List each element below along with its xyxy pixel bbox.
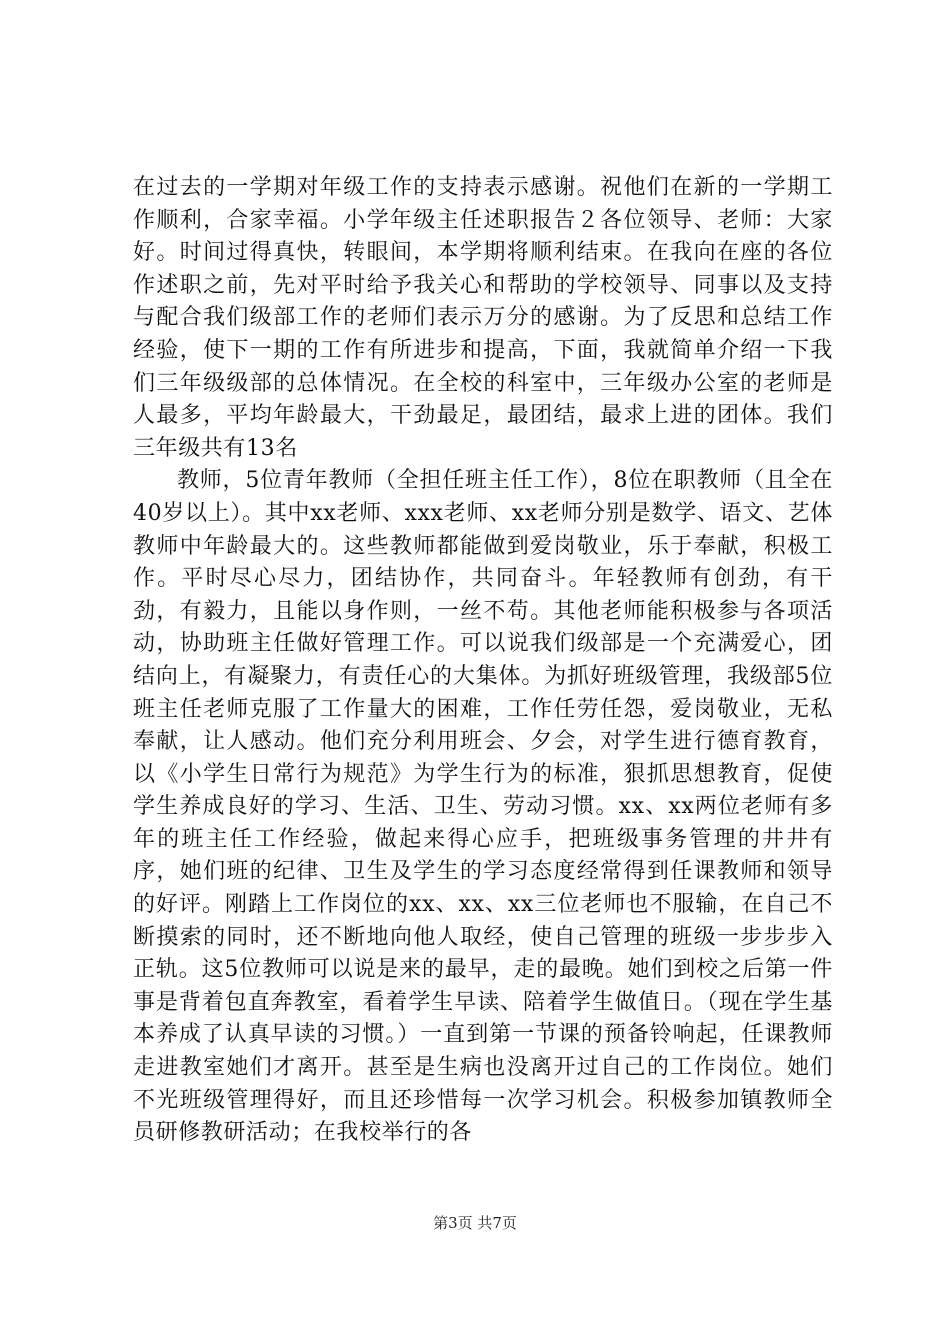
paragraph-1: 在过去的一学期对年级工作的支持表示感谢。祝他们在新的一学期工作顺利，合家幸福。小学年级主任述职报告２各位领导、老师：大家好。时间过得真快，转眼间，本学期将顺利结束。在我向在座的各位作述职之前，先对平时给予我关心和帮助的学校领导、同事以及支持与配合我们级部工作的老师们表示万分的感谢。为了反思和总结工作经验，使下一期的工作有所进步和提高，下面，我就简单介绍一下我们三年级级部的总体情况。在全校的科室中，三年级办公室的老师是人最多，平均年龄最大，干劲最足，最团结，最求上进的团体。我们三年级共有13名 bbox=[133, 175, 833, 461]
page-footer: 第3页 共7页 bbox=[433, 1214, 517, 1232]
document-body bbox=[133, 172, 833, 1150]
paragraph-2: 教师，5位青年教师（全担任班主任工作），8位在职教师（且全在40岁以上）。其中xx老师、xxx老师、xx老师分别是数学、语文、艺体教师中年龄最大的。这些教师都能做到爱岗敬业，乐于奉献，积极工作。平时尽心尽力，团结协作，共同奋斗。年轻教师有创劲，有干劲，有毅力，且能以身作则，一丝不苟。其他老师能积极参与各项活动，协助班主任做好管理工作。可以说我们级部是一个充满爱心，团结向上，有凝聚力，有责任心的大集体。为抓好班级管理，我级部5位班主任老师克服了工作量大的困难，工作任劳任怨，爱岗敬业，无私奉献，让人感动。他们充分利用班会、夕会，对学生进行德育教育，以《小学生日常行为规范》为学生行为的标准，狠抓思想教育，促使学生养成良好的学习、生活、卫生、劳动习惯。xx、xx两位老师有多年的班主任工作经验，做起来得心应手，把班级事务管理的井井有序，她们班的纪律、卫生及学生的学习态度经常得到任课教师和领导的好评。刚踏上工作岗位的xx、xx、xx三位老师也不服输，在自己不断摸索的同时，还不断地向他人取经，使自己管理的班级一步步步入正轨。这5位教师可以说是来的最早，走的最晚。她们到校之后第一件事是背着包直奔教室，看着学生早读、陪着学生做值日。（现在学生基本养成了认真早读的习惯。）一直到第一节课的预备铃响起，任课教师走进教室她们才离开。甚至是生病也没离开过自己的工作岗位。她们不光班级管理得好，而且还珍惜每一次学习机会。积极参加镇教师全员研修教研活动；在我校举行的各 bbox=[133, 468, 833, 1146]
